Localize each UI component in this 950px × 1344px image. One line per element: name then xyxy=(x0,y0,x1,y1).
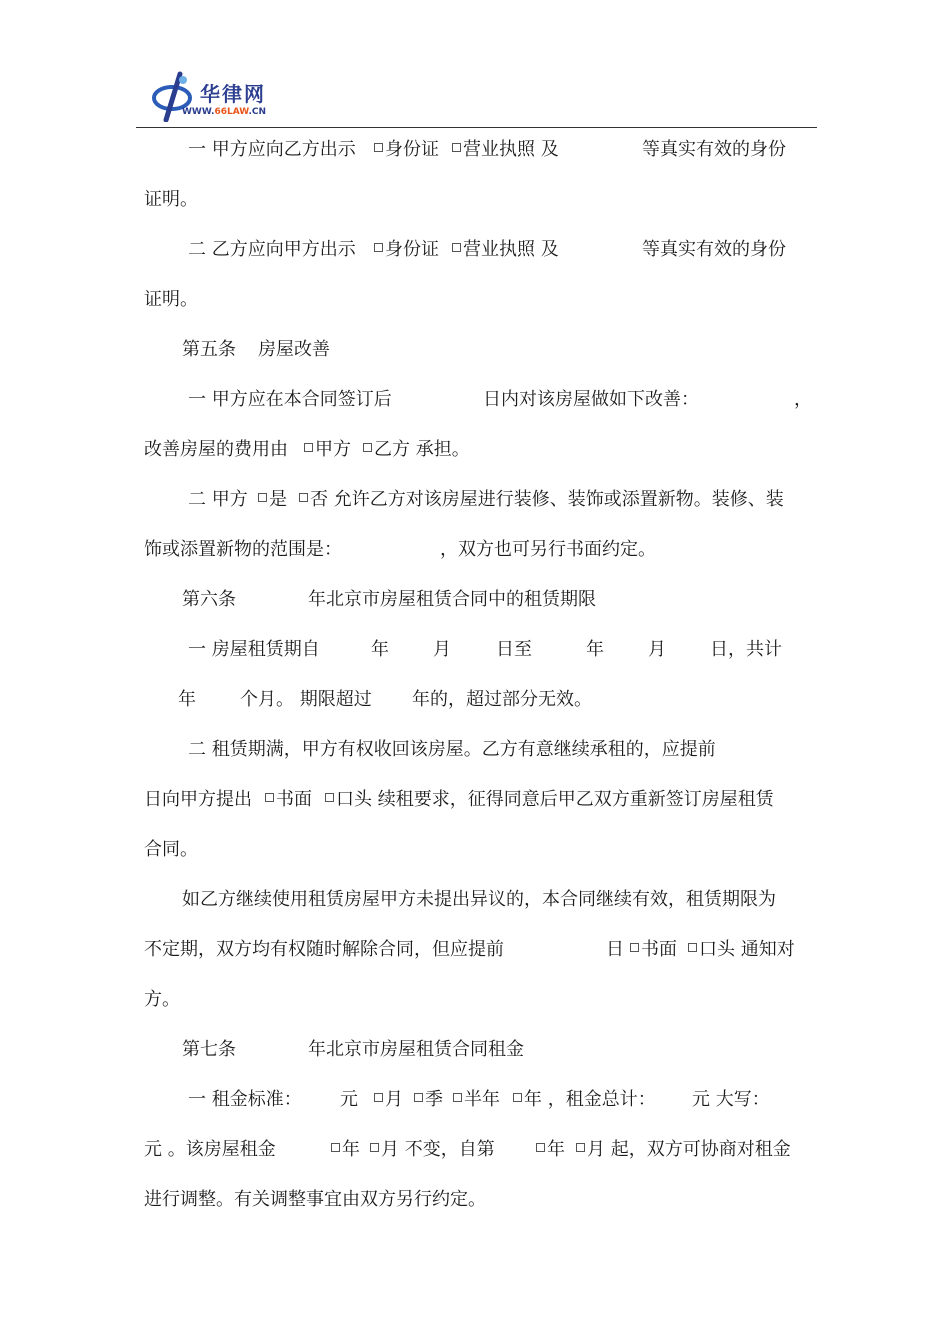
text-segment: 一 甲方应在本合同签订后 xyxy=(188,389,392,410)
text-segment: 元 。该房屋租金 xyxy=(144,1139,276,1160)
text-segment: 半年 xyxy=(453,1086,506,1114)
text-segment: 月 xyxy=(648,639,666,660)
text-segment: 营业执照 及 xyxy=(452,136,559,164)
text-segment: ， xyxy=(794,389,812,410)
text-segment: ，双方也可另行书面约定。 xyxy=(440,539,656,560)
text-segment: 等真实有效的身份 xyxy=(642,239,786,260)
checkbox-icon[interactable] xyxy=(536,1143,545,1152)
text-segment: 年 xyxy=(331,1136,366,1164)
text-segment: 书面 xyxy=(630,936,683,964)
text-segment: 不定期，双方均有权随时解除合同，但应提前 xyxy=(144,939,504,960)
text-segment: 二 乙方应向甲方出示 xyxy=(188,239,362,260)
text-segment: 年 xyxy=(371,639,389,660)
text-segment: 日 xyxy=(606,939,630,960)
text-segment: 合同。 xyxy=(144,839,198,860)
text-segment: 二 租赁期满，甲方有权收回该房屋。乙方有意继续承租的，应提前 xyxy=(188,739,716,760)
article-number: 第七条 xyxy=(182,1039,236,1060)
text-segment: 元 xyxy=(340,1089,364,1110)
logo-url-prefix: WWW. xyxy=(182,107,215,117)
text-segment: 证明。 xyxy=(144,189,198,210)
text-segment: 方。 xyxy=(144,989,180,1010)
text-segment: 月 xyxy=(374,1086,409,1114)
line-19 xyxy=(0,900,950,1060)
text-segment: 日至 xyxy=(496,639,532,660)
text-segment: 一 甲方应向乙方出示 xyxy=(188,139,362,160)
text-segment: 等真实有效的身份 xyxy=(642,139,786,160)
text-segment: 口头 续租要求，征得同意后甲乙双方重新签订房屋租赁 xyxy=(325,786,774,814)
text-segment: 年 ，租金总计： xyxy=(513,1086,656,1114)
checkbox-icon[interactable] xyxy=(370,1143,379,1152)
text-segment: 否 允许乙方对该房屋进行装修、装饰或添置新物。装修、装 xyxy=(299,486,784,514)
article-number: 第五条 xyxy=(182,339,236,360)
text-segment: 身份证 xyxy=(374,236,445,264)
text-segment: 乙方 承担。 xyxy=(363,436,470,464)
logo-url-highlight: 66LAW xyxy=(214,107,249,117)
text-segment: 是 xyxy=(258,486,293,514)
article-title: 年北京市房屋租赁合同租金 xyxy=(308,1039,524,1060)
text-segment: 饰或添置新物的范围是： xyxy=(144,539,342,560)
text-segment: 日内对该房屋做如下改善： xyxy=(483,389,699,410)
checkbox-icon[interactable] xyxy=(576,1143,585,1152)
text-segment: 年 xyxy=(178,689,196,710)
text-segment: 改善房屋的费用由 xyxy=(144,439,294,460)
text-segment: 元 大写： xyxy=(692,1089,770,1110)
text-segment: 书面 xyxy=(265,786,318,814)
text-segment: 身份证 xyxy=(374,136,445,164)
text-segment: 个月。 期限超过 xyxy=(240,689,372,710)
text-segment: 季 xyxy=(414,1086,449,1114)
text-segment: 二 甲方 xyxy=(188,489,254,510)
text-segment: 月 不变，自第 xyxy=(370,1136,495,1164)
text-segment: 一 租金标准： xyxy=(188,1089,302,1110)
text-segment: 证明。 xyxy=(144,289,198,310)
text-segment: 月 xyxy=(433,639,451,660)
text-segment: 年 xyxy=(586,639,604,660)
logo-url-suffix: .CN xyxy=(248,107,267,117)
text-segment: 一 房屋租赁期自 xyxy=(188,639,320,660)
text-segment: 日向甲方提出 xyxy=(144,789,258,810)
text-segment: 进行调整。有关调整事宜由双方另行约定。 xyxy=(144,1189,486,1210)
text-segment: 甲方 xyxy=(304,436,357,464)
text-segment: 年的，超过部分无效。 xyxy=(412,689,592,710)
text-segment: 如乙方继续使用租赁房屋甲方未提出异议的，本合同继续有效，租赁期限为 xyxy=(182,889,776,910)
text-segment: 月 起，双方可协商对租金 xyxy=(576,1136,791,1164)
text-segment: 营业执照 及 xyxy=(452,236,559,264)
logo-name: 华律网 xyxy=(200,82,266,106)
text-segment: 日，共计 xyxy=(710,639,782,660)
article-title: 房屋改善 xyxy=(258,339,330,360)
checkbox-icon[interactable] xyxy=(331,1143,340,1152)
text-segment: 年 xyxy=(536,1136,571,1164)
article-title: 年北京市房屋租赁合同中的租赁期限 xyxy=(308,589,596,610)
text-segment: 口头 通知对 xyxy=(688,936,795,964)
article-number: 第六条 xyxy=(182,589,236,610)
line-16 xyxy=(0,750,950,910)
